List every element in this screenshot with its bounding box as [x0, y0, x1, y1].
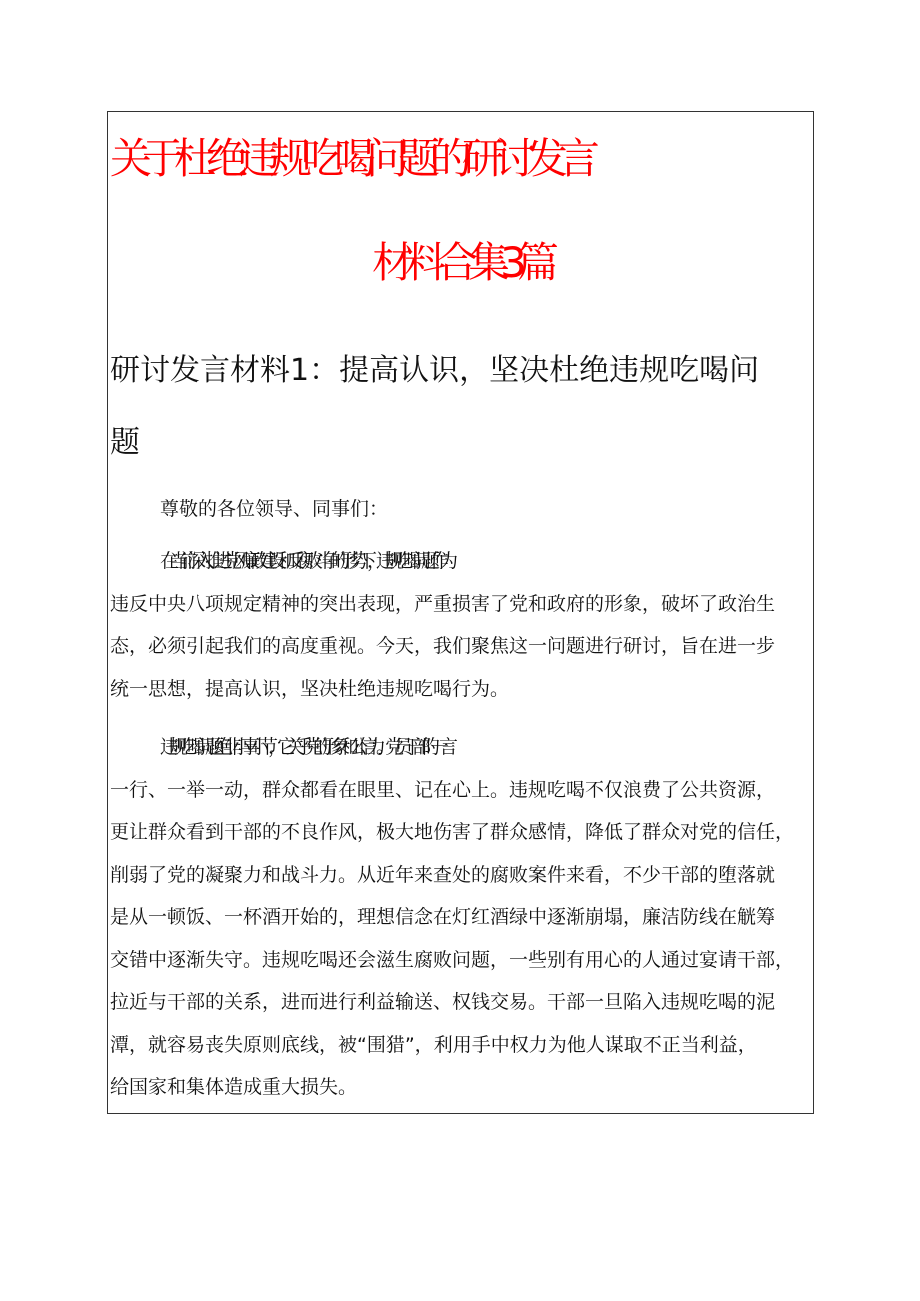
- document-title-line-2: 材料合集3篇: [372, 238, 549, 287]
- paragraph-line: 态，必须引起我们的高度重视。今天，我们聚焦这一问题进行研讨，旨在进一步: [110, 635, 776, 657]
- paragraph-line: 潭，就容易丧失原则底线，被“围猎”，利用手中权力为他人谋取不正当利益，: [110, 1033, 757, 1056]
- paragraph-line: 削弱了党的凝聚力和战斗力。从近年来查处的腐败案件来看，不少干部的堕落就: [110, 863, 776, 886]
- paragraph-line: 交错中逐渐失守。违规吃喝还会滋生腐败问题，一些别有用心的人通过宴请干部，: [110, 948, 795, 971]
- paragraph-line: 一行、一举一动，群众都看在眼里、记在心上。违规吃喝不仅浪费了公共资源，: [110, 778, 776, 801]
- greeting: 尊敬的各位领导、同事们：: [160, 498, 389, 520]
- document-title-line-1: 关于杜绝违规吃喝问题的研讨发言: [110, 134, 591, 183]
- paragraph-line: 更让群众看到干部的不良作风，极大地伤害了群众感情，降低了群众对党的信任，: [110, 821, 795, 843]
- paragraph-1: [110, 548, 810, 718]
- section-heading-line-1: 研讨发言材料1：提高认识，坚决杜绝违规吃喝问: [110, 353, 760, 388]
- paragraph-line: 违反中央八项规定精神的突出表现，严重损害了党和政府的形象，破坏了政治生: [110, 592, 776, 615]
- document-frame: [107, 111, 814, 1114]
- paragraph-line: 在当前深入推进党风廉政建设和反腐败斗争的形势下，违规吃喝问题作为: [160, 550, 449, 572]
- section-heading-line-2: 题: [110, 425, 140, 460]
- paragraph-line: 统一思想，提高认识，坚决杜绝违规吃喝行为。: [110, 677, 510, 700]
- paragraph-2: [110, 734, 810, 1117]
- paragraph-line: 给国家和集体造成重大损失。: [110, 1076, 358, 1098]
- paragraph-line: 违规吃喝问题绝非小事小节，它关乎党的形象和公信力。党员干部的一言: [160, 736, 449, 758]
- paragraph-line: 拉近与干部的关系，进而进行利益输送、权钱交易。干部一旦陷入违规吃喝的泥: [110, 991, 776, 1013]
- paragraph-line: 是从一顿饭、一杯酒开始的，理想信念在灯红酒绿中逐渐崩塌，廉洁防线在觥筹: [110, 906, 776, 928]
